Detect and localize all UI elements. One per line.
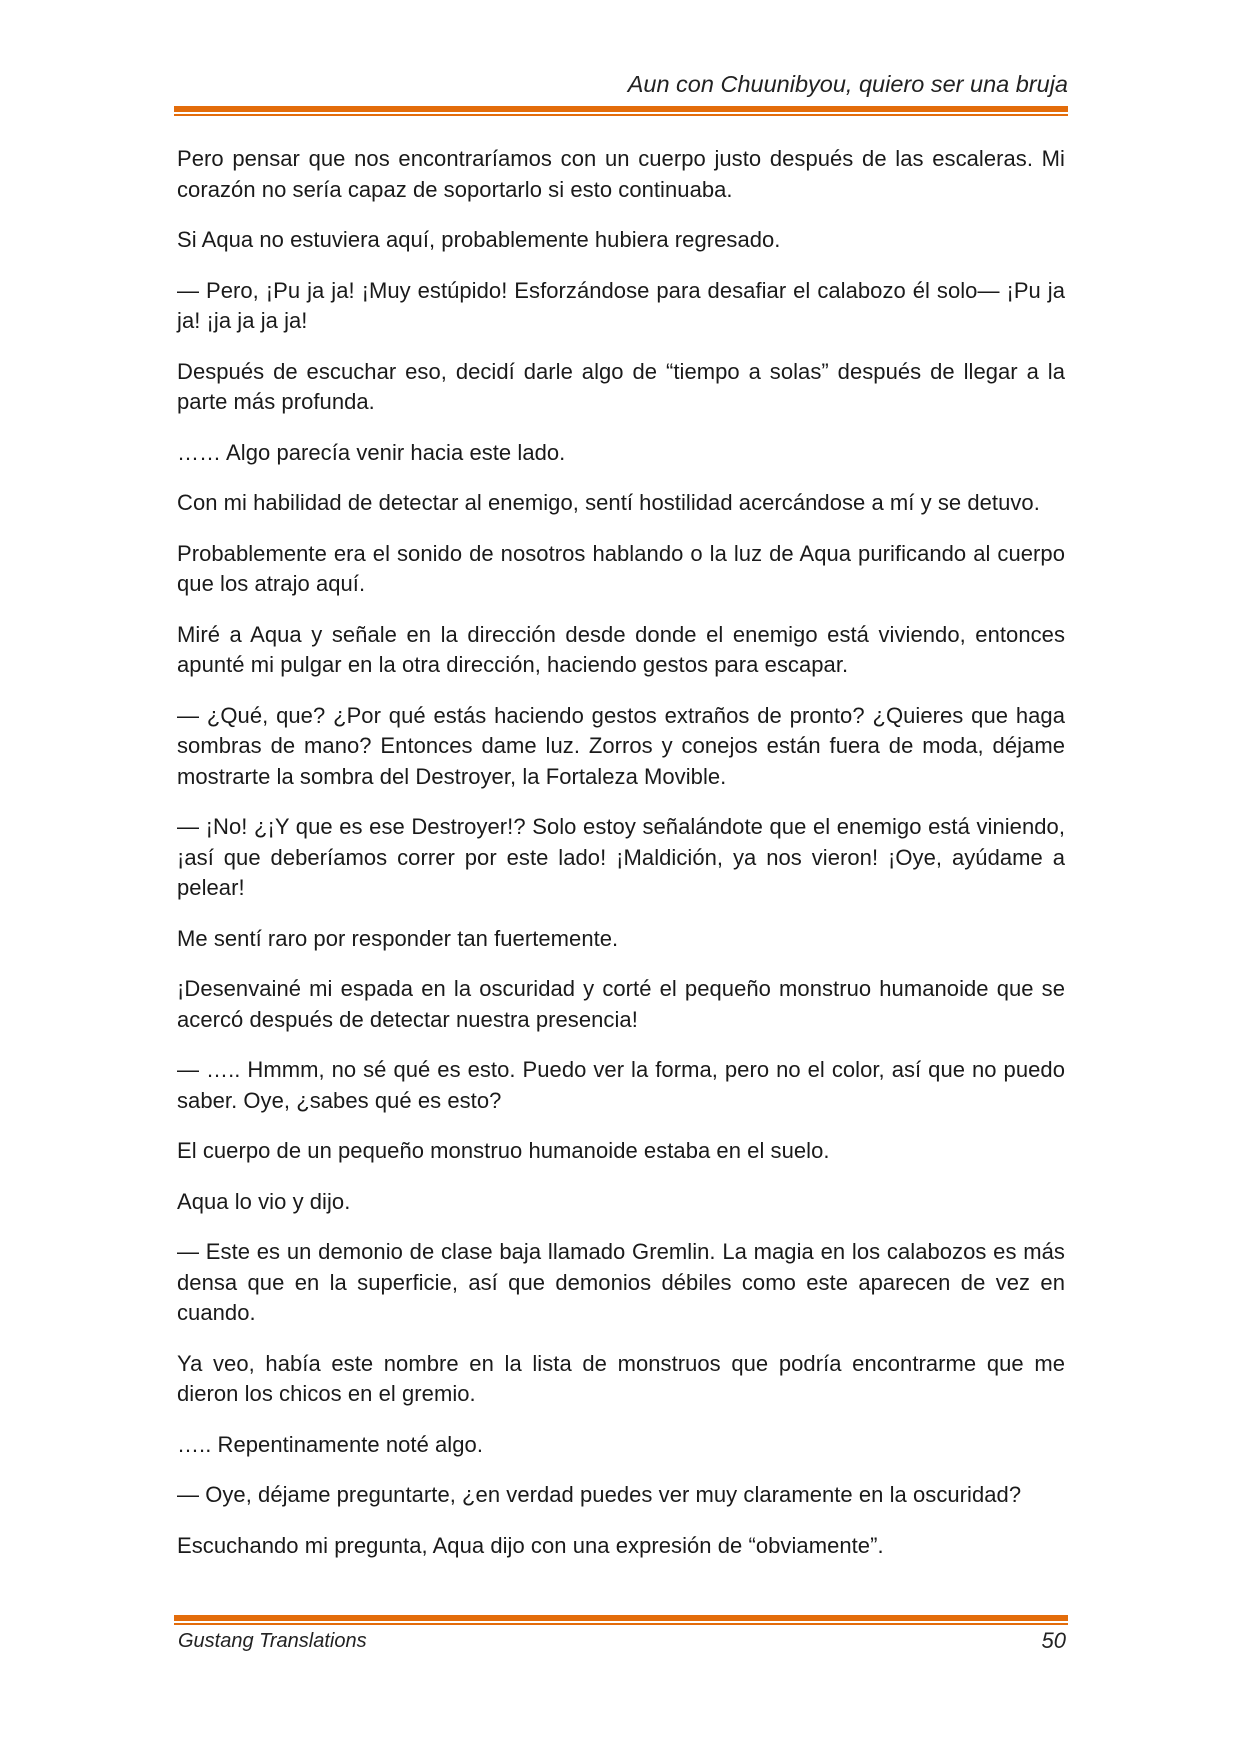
paragraph: — ¡No! ¿¡Y que es ese Destroyer!? Solo estoy señalándote que el enemigo está viniendo, ¡así que deberíamos correr por este lado! ¡Maldición, ya nos vieron! ¡Oye, ayúdame a pelear!: [177, 814, 1065, 900]
header-rule: [174, 106, 1068, 116]
paragraph: Escuchando mi pregunta, Aqua dijo con una expresión de “obviamente”.: [177, 1532, 884, 1558]
paragraph: El cuerpo de un pequeño monstruo humanoide estaba en el suelo.: [177, 1138, 830, 1163]
paragraph: Aqua lo vio y dijo.: [177, 1188, 351, 1214]
paragraph: Miré a Aqua y señale en la dirección desde donde el enemigo está viviendo, entonces apunté mi pulgar en la otra dirección, haciendo gestos para escapar.: [177, 621, 1065, 677]
paragraph: — ….. Hmmm, no sé qué es esto. Puedo ver la forma, pero no el color, así que no puedo saber. Oye, ¿sabes qué es esto?: [177, 1057, 1065, 1113]
paragraph: — Este es un demonio de clase baja llamado Gremlin. La magia en los calabozos es más densa que en la superficie, así que demonios débiles como este aparecen de vez en cuando.: [177, 1239, 1065, 1325]
paragraph: — Pero, ¡Pu ja ja! ¡Muy estúpido! Esforzándose para desafiar el calabozo él solo— ¡Pu ja ja! ¡ja ja ja ja!: [177, 277, 1065, 333]
paragraph: Pero pensar que nos encontraríamos con un cuerpo justo después de las escaleras. Mi corazón no sería capaz de soportarlo si esto continuaba.: [177, 146, 1065, 202]
footer-credit: Gustang Translations: [178, 1630, 367, 1652]
paragraph: Con mi habilidad de detectar al enemigo, sentí hostilidad acercándose a mí y se detuvo.: [177, 490, 1040, 515]
paragraph: — ¿Qué, que? ¿Por qué estás haciendo gestos extraños de pronto? ¿Quieres que haga sombras de mano? Entonces dame luz. Zorros y conejos están fuera de moda, déjame mostrarte la sombra del Destroyer, la Fortaleza Movible.: [177, 702, 1065, 789]
body-text: [177, 144, 1065, 1581]
paragraph: Probablemente era el sonido de nosotros hablando o la luz de Aqua purificando al cuerpo que los atrajo aquí.: [177, 540, 1065, 596]
paragraph: …… Algo parecía venir hacia este lado.: [177, 439, 566, 465]
paragraph: Me sentí raro por responder tan fuertemente.: [177, 925, 619, 951]
paragraph: ¡Desenvainé mi espada en la oscuridad y corté el pequeño monstruo humanoide que se acercó después de detectar nuestra presencia!: [177, 976, 1065, 1032]
paragraph: Después de escuchar eso, decidí darle algo de “tiempo a solas” después de llegar a la parte más profunda.: [177, 358, 1065, 414]
footer-rule: [174, 1615, 1068, 1625]
paragraph: Ya veo, había este nombre en la lista de monstruos que podría encontrarme que me dieron los chicos en el gremio.: [177, 1350, 1065, 1406]
paragraph: ….. Repentinamente noté algo.: [177, 1431, 483, 1457]
paragraph: Si Aqua no estuviera aquí, probablemente hubiera regresado.: [177, 227, 781, 252]
header-title: Aun con Chuunibyou, quiero ser una bruja: [627, 71, 1068, 97]
paragraph: — Oye, déjame preguntarte, ¿en verdad puedes ver muy claramente en la oscuridad?: [177, 1482, 1022, 1507]
page-number: 50: [1041, 1628, 1066, 1653]
